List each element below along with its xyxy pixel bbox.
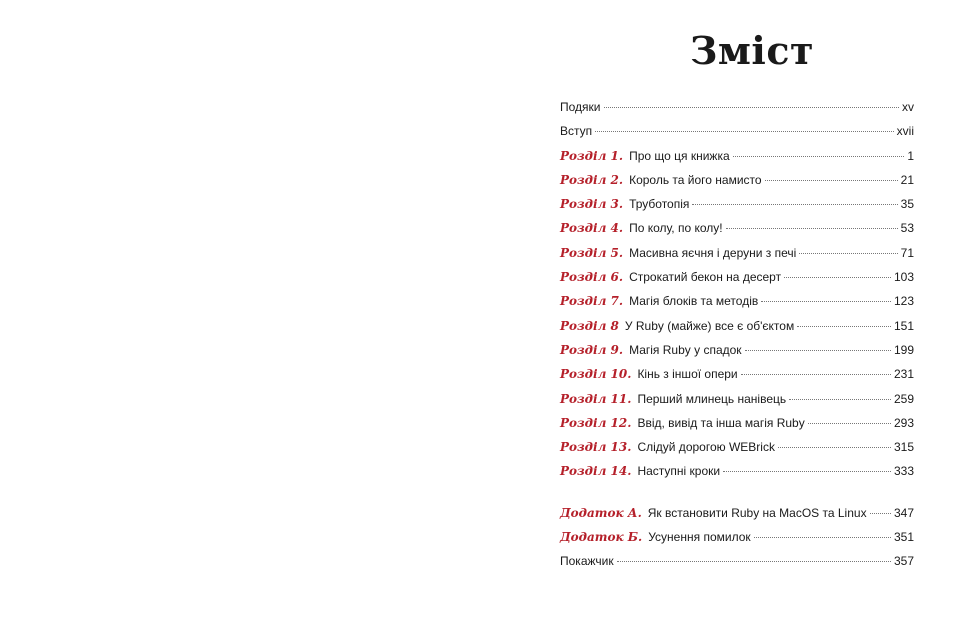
toc-entry-label: Розділ 11. [560, 391, 632, 406]
toc-entry-label: Розділ 10. [560, 367, 632, 382]
toc-entry-label: Розділ 12. [560, 415, 632, 430]
table-of-contents [560, 100, 914, 579]
toc-entry-title: Наступні кроки [637, 464, 721, 479]
toc-entry-label: Розділ 7. [560, 294, 624, 309]
toc-entry-title: Усунення помилок [648, 530, 751, 545]
dot-leader [595, 131, 894, 132]
toc-entry-page: 71 [900, 245, 914, 260]
toc-entry-appendix-b[interactable] [560, 530, 914, 554]
toc-entry-page: 21 [900, 172, 914, 187]
toc-entry-title: У Ruby (майже) все є об'єктом [624, 318, 795, 333]
toc-entry-title: Як встановити Ruby на MacOS та Linux [647, 505, 867, 520]
toc-entry-title: Труботопія [629, 197, 690, 212]
toc-entry-label: Розділ 3. [560, 197, 624, 212]
toc-entry-label: Розділ 9. [560, 342, 624, 357]
toc-entry-title: Строкатий бекон на десерт [629, 270, 782, 285]
toc-entry-chapter-10[interactable] [560, 367, 914, 391]
toc-entry-page: xv [902, 100, 914, 114]
toc-entry-title: Подяки [560, 100, 601, 114]
dot-leader [741, 374, 891, 375]
toc-entry-title: Перший млинець нанівець [637, 391, 787, 406]
dot-leader [604, 107, 900, 108]
toc-entry-chapter-3[interactable] [560, 197, 914, 221]
dot-leader [617, 561, 891, 562]
toc-entry-page: 199 [893, 342, 914, 357]
dot-leader [784, 277, 891, 278]
toc-entry-page: 35 [900, 197, 914, 212]
toc-entry-page: 123 [893, 294, 914, 309]
toc-entry-page: 333 [893, 464, 914, 479]
toc-entry-page: 53 [900, 221, 914, 236]
toc-entry-title: Магія Ruby у спадок [629, 342, 742, 357]
toc-entry-title: Ввід, вивід та інша магія Ruby [637, 415, 805, 430]
toc-entry-chapter-5[interactable] [560, 246, 914, 270]
toc-entry-title: По колу, по колу! [629, 221, 723, 236]
toc-entry-index[interactable] [560, 554, 914, 578]
toc-entry-chapter-11[interactable] [560, 392, 914, 416]
toc-entry-page: 351 [893, 530, 914, 545]
toc-entry-label: Додаток А. [560, 505, 642, 520]
dot-leader [808, 423, 891, 424]
dot-leader [797, 326, 891, 327]
toc-entry-label: Розділ 4. [560, 221, 624, 236]
dot-leader [778, 447, 891, 448]
toc-entry-title: Магія блоків та методів [629, 294, 759, 309]
toc-entry-title: Вступ [560, 124, 593, 139]
page-title: Зміст [690, 28, 815, 73]
dot-leader [692, 204, 897, 205]
toc-entry-chapter-14[interactable] [560, 464, 914, 488]
toc-entry-label: Розділ 14. [560, 464, 632, 479]
dot-leader [765, 180, 898, 181]
toc-entry-page: xvii [896, 124, 914, 139]
toc-entry-title: Кінь з іншої опери [637, 367, 738, 382]
toc-entry-chapter-4[interactable] [560, 221, 914, 245]
toc-entry-title: Слідуй дорогою WEBrick [637, 440, 775, 455]
toc-entry-page: 357 [893, 554, 914, 569]
toc-entry-label: Розділ 1. [560, 148, 624, 163]
dot-leader [745, 350, 891, 351]
toc-entry-title: Масивна яєчня і деруни з печі [629, 245, 797, 260]
dot-leader [870, 513, 891, 514]
toc-entry-label: Розділ 6. [560, 270, 624, 285]
toc-entry-appendix-a[interactable] [560, 506, 914, 530]
dot-leader [754, 537, 891, 538]
dot-leader [726, 228, 898, 229]
toc-entry-chapter-13[interactable] [560, 440, 914, 464]
toc-entry-acknowledgements[interactable] [560, 100, 914, 124]
toc-entry-page: 315 [893, 440, 914, 455]
toc-entry-chapter-7[interactable] [560, 294, 914, 318]
toc-entry-chapter-8[interactable] [560, 319, 914, 343]
toc-entry-chapter-9[interactable] [560, 343, 914, 367]
toc-entry-chapter-1[interactable] [560, 149, 914, 173]
toc-entry-label: Розділ 8 [560, 318, 619, 333]
toc-entry-title: Король та його намисто [629, 172, 762, 187]
toc-entry-label: Розділ 2. [560, 172, 624, 187]
toc-entry-page: 151 [893, 318, 914, 333]
toc-entry-page: 293 [893, 415, 914, 430]
toc-entry-label: Розділ 13. [560, 440, 632, 455]
toc-entry-chapter-12[interactable] [560, 416, 914, 440]
toc-entry-label: Додаток Б. [560, 530, 643, 545]
toc-entry-chapter-2[interactable] [560, 173, 914, 197]
dot-leader [761, 301, 891, 302]
toc-entry-label: Розділ 5. [560, 245, 624, 260]
toc-entry-page: 347 [893, 505, 914, 520]
dot-leader [799, 253, 897, 254]
dot-leader [733, 156, 905, 157]
dot-leader [723, 471, 891, 472]
toc-entry-chapter-6[interactable] [560, 270, 914, 294]
toc-entry-title: Про що ця книжка [629, 148, 730, 163]
toc-entry-page: 1 [907, 148, 914, 163]
dot-leader [789, 399, 891, 400]
toc-entry-title: Покажчик [560, 554, 614, 569]
toc-entry-introduction[interactable] [560, 124, 914, 148]
toc-entry-page: 259 [893, 391, 914, 406]
toc-entry-page: 231 [893, 367, 914, 382]
toc-entry-page: 103 [893, 270, 914, 285]
